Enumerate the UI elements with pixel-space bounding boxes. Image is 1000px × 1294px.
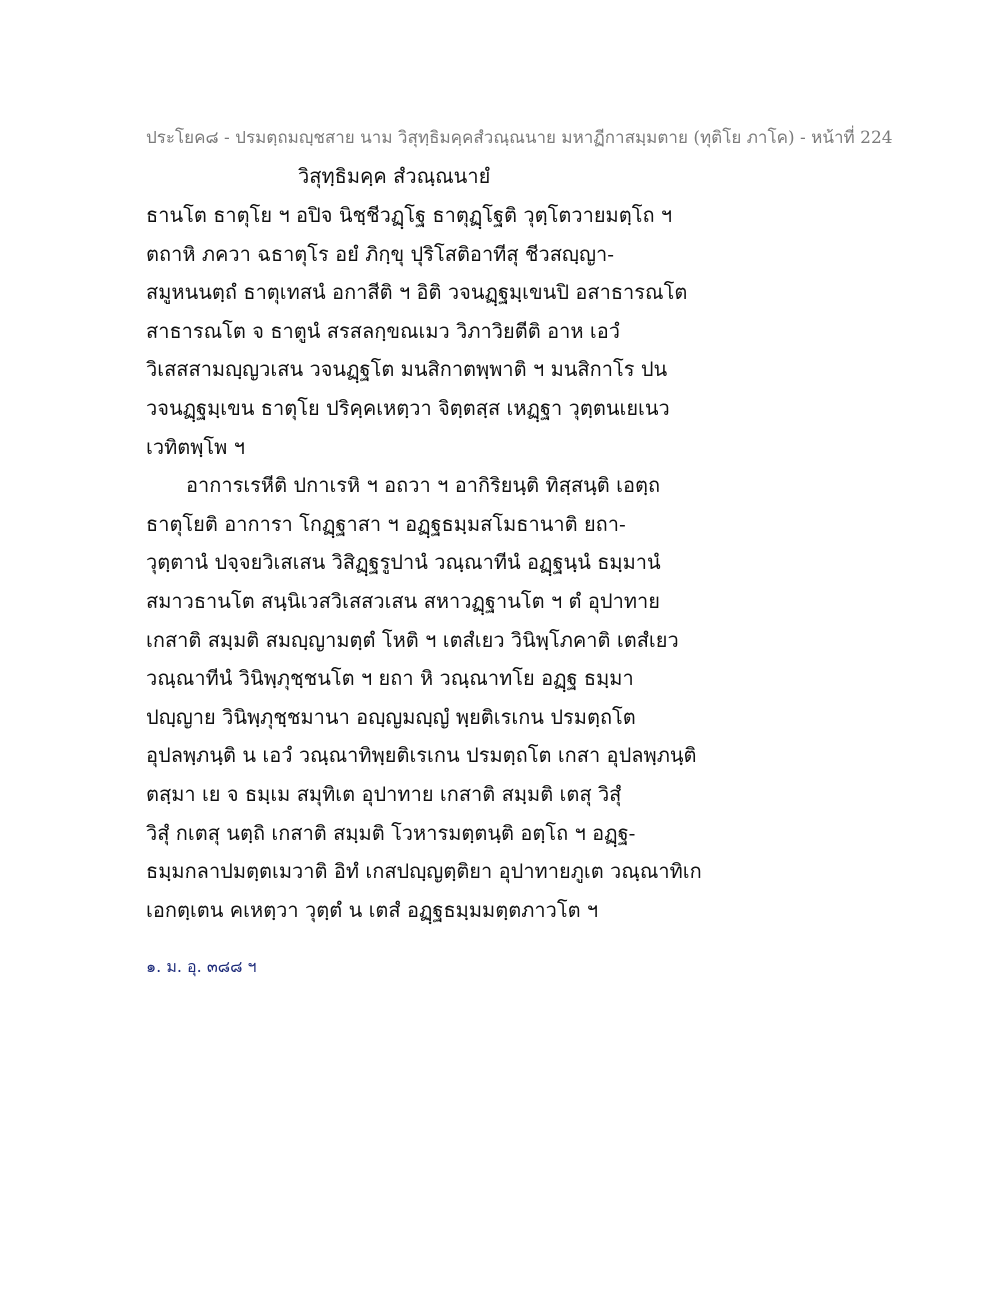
text-line: เวทิตพฺโพ ฯ <box>146 434 245 459</box>
paragraph-1 <box>146 196 706 466</box>
footnote: ๑. ม. อุ. ๓๘๘ ฯ <box>146 957 257 976</box>
text-line: วิเสสสามญฺญวเสน วจนฏฺฐโต มนสิกาตพฺพาติ ฯ มนสิกาโร ปน <box>146 357 668 382</box>
text-line: สมูหนนตฺถํ ธาตุเทสนํ อกาสีติ ฯ อิติ วจนฏฺฐมฺเขนปิ อสาธารณโต <box>146 280 688 305</box>
text-line: สมาวธานโต สนฺนิเวสวิเสสวเสน สหาวฏฺฐานโต ฯ ตํ อุปาทาย <box>146 588 660 613</box>
text-line: ธานโต ธาตุโย ฯ อปิจ นิชฺชีวฏฺโฐ ธาตุฏฺโฐติ วุตฺโตวายมตฺโถ ฯ <box>146 203 673 227</box>
text-line: ธาตุโยติ อาการา โกฏฺฐาสา ฯ อฏฺฐธมฺมสโมธานาติ ยถา- <box>146 511 626 536</box>
text-line: ปญฺญาย วินิพฺภุชฺชมานา อญฺญมญฺญํ พฺยติเรเกน ปรมตฺถโต <box>146 704 636 729</box>
book-title: วิสุทฺธิมคฺค สํวณฺณนายํ <box>298 164 491 188</box>
text-line: ธมฺมกลาปมตฺตเมวาติ อิทํ เกสปญฺญตฺติยา อุปาทายภูเต วณฺณาทิเก <box>146 859 702 884</box>
text-line: เอกตฺเตน คเหตฺวา วุตฺตํ น เตสํ อฏฺฐธมฺมมตฺตภาวโต ฯ <box>146 897 599 922</box>
text-line: วุตฺตานํ ปจฺจยวิเสเสน วิสิฏฺฐรูปานํ วณฺณาทีนํ อฏฺฐนฺนํ ธมฺมานํ <box>146 550 661 575</box>
text-line: อุปลพฺภนฺติ น เอวํ วณฺณาทิพฺยติเรเกน ปรมตฺถโต เกสา อุปลพฺภนฺติ <box>146 743 697 768</box>
text-line: เกสาติ สมฺมติ สมญฺญามตฺตํ โหติ ฯ เตสํเยว วินิพฺโภคาติ เตสํเยว <box>146 627 679 652</box>
text-line: ตถาหิ ภควา ฉธาตุโร อยํ ภิกฺขุ ปุริโสติอาทีสุ ชีวสญฺญา- <box>146 241 614 266</box>
text-line: ตสฺมา เย จ ธมฺเม สมุทิเต อุปาทาย เกสาติ สมฺมติ เตสุ วิสุํ <box>146 781 622 806</box>
text-line: วิสุํ กเตสุ นตฺถิ เกสาติ สมฺมติ โวหารมตฺตนฺติ อตฺโถ ฯ อฏฺฐ- <box>146 820 636 845</box>
running-title: ประโยค๘ - ปรมตฺถมญฺชสาย นาม วิสุทฺธิมคฺคสํวณฺณนาย มหาฏีกาสมฺมตาย (ทุติโย ภาโค) - หน้าที่ 224 <box>146 128 893 148</box>
paragraph-2 <box>146 466 706 929</box>
text-line: วณฺณาทีนํ วินิพฺภุชฺชนโต ฯ ยถา หิ วณฺณาทโย อฏฺฐ ธมฺมา <box>146 666 634 691</box>
text-line: สาธารณโต จ ธาตูนํ สรสลกฺขณเมว วิภาวิยตีติ อาห เอวํ <box>146 318 620 343</box>
body-text <box>146 196 706 929</box>
page-header <box>146 124 893 151</box>
text-line: อาการเรหีติ ปกาเรหิ ฯ อถวา ฯ อากิริยนฺติ ทิสฺสนฺติ เอตฺถ <box>186 473 661 498</box>
text-line: วจนฏฺฐมฺเขน ธาตุโย ปริคฺคเหตฺวา จิตฺตสฺส เหฏฺฐา วุตฺตนเยเนว <box>146 395 670 420</box>
